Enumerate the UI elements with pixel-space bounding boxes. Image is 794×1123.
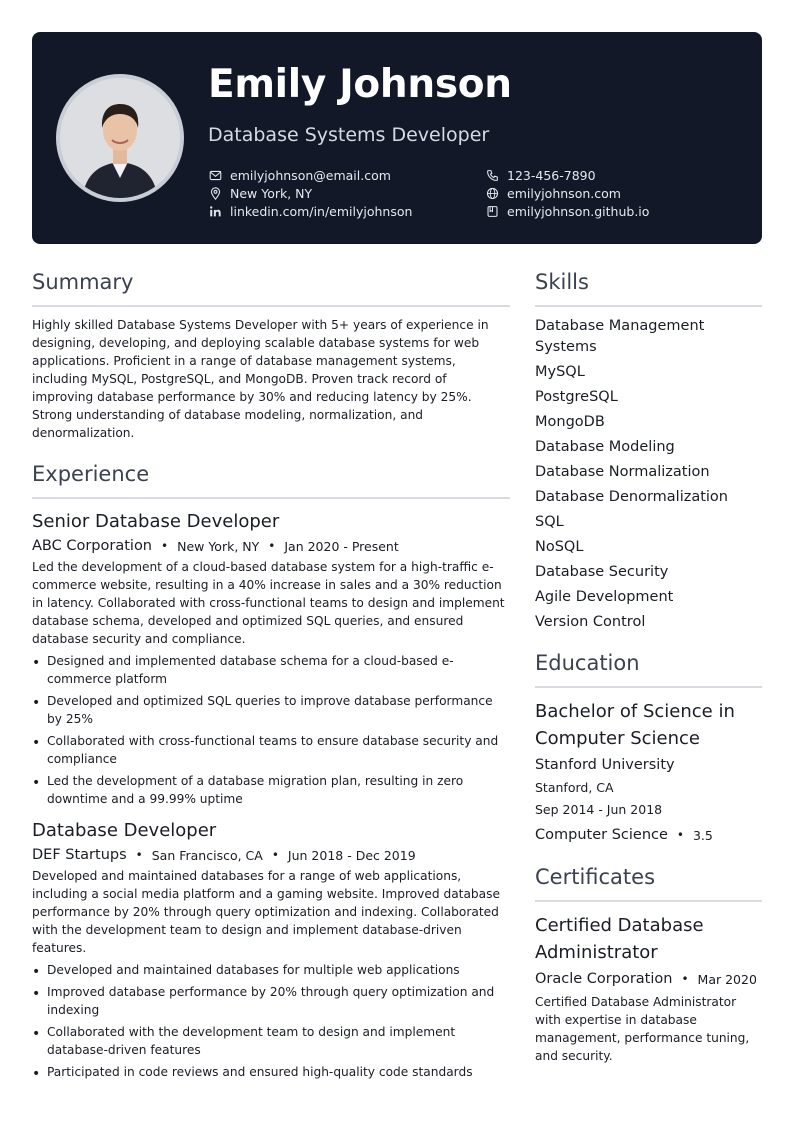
job-meta xyxy=(32,538,510,554)
contact-location xyxy=(208,184,412,202)
contact-website-text: emilyjohnson.com xyxy=(507,185,621,201)
certificate-description: Certified Database Administrator with expertise in database management, performance tuning, and security. xyxy=(535,995,750,1063)
contact-website[interactable] xyxy=(485,184,649,202)
contact-email[interactable] xyxy=(208,166,412,184)
separator-dot: • xyxy=(271,848,279,862)
skill-item: Agile Development xyxy=(535,589,674,605)
list-item: • Developed and maintained databases for multiple web applications xyxy=(32,961,510,979)
summary-section xyxy=(32,270,510,442)
section-divider xyxy=(32,305,510,307)
separator-dot: • xyxy=(135,848,143,862)
profile-photo xyxy=(56,74,184,202)
main-column xyxy=(32,270,510,1085)
candidate-name: Emily Johnson xyxy=(208,62,512,107)
list-item: • Developed and optimized SQL queries to improve database performance by 25% xyxy=(32,692,510,728)
job-description: Developed and maintained databases for a range of web applications, including a social media platform and a gaming website. Improved database performance by 20% through query optimization and indexing. Collaborated with the development team to design and implement database-driven features. xyxy=(32,869,500,955)
separator-dot: • xyxy=(268,539,276,553)
globe-icon xyxy=(485,186,499,200)
certificates-heading: Certificates xyxy=(535,865,656,889)
education-location: Stanford, CA xyxy=(535,780,614,795)
contact-email-text: emilyjohnson@email.com xyxy=(230,167,391,183)
experience-section xyxy=(32,462,510,1081)
certificate-date: Mar 2020 xyxy=(697,971,757,987)
education-dates: Sep 2014 - Jun 2018 xyxy=(535,802,663,817)
education-section xyxy=(535,651,762,843)
person-portrait-icon xyxy=(60,78,180,198)
linkedin-icon xyxy=(208,204,222,218)
skills-list xyxy=(535,316,762,633)
skills-section xyxy=(535,270,762,633)
list-item: • Collaborated with cross-functional teams to ensure database security and compliance xyxy=(32,732,510,768)
phone-icon xyxy=(485,168,499,182)
section-divider xyxy=(32,497,510,499)
separator-dot: • xyxy=(161,539,169,553)
list-item: • Improved database performance by 20% through query optimization and indexing xyxy=(32,983,510,1019)
job-description: Led the development of a cloud-based database system for a high-traffic e-commerce website, resulting in a 40% increase in sales and a 30% reduction in latency. Collaborated with cross-functional teams to design and implement database schema, developed and optimized SQL queries, and ensured database security and compliance. xyxy=(32,560,505,646)
job-bullets xyxy=(32,652,510,808)
job-company: DEF Startups xyxy=(32,847,127,863)
certificate-meta xyxy=(535,971,762,987)
section-divider xyxy=(535,305,762,307)
separator-dot: • xyxy=(676,828,684,842)
education-heading: Education xyxy=(535,651,640,675)
section-divider xyxy=(535,686,762,688)
skill-item: SQL xyxy=(535,514,564,530)
job-title: Senior Database Developer xyxy=(32,511,280,532)
summary-text: Highly skilled Database Systems Developer with 5+ years of experience in designing, developing, and deploying scalable database systems for web applications. Proficient in a range of database management systems, including MySQL, PostgreSQL, and MongoDB. Proven track record of improving database performance by 30% and reducing latency by 25%. Strong understanding of database modeling, normalization, and denormalization. xyxy=(32,318,489,440)
education-field: Computer Science xyxy=(535,827,668,843)
job-title: Database Developer xyxy=(32,820,217,841)
skill-item: Database Security xyxy=(535,564,669,580)
certificates-section xyxy=(535,865,762,1065)
resume-header xyxy=(32,32,762,244)
skills-heading: Skills xyxy=(535,270,589,294)
location-pin-icon xyxy=(208,186,222,200)
skill-item: Database Management Systems xyxy=(535,318,705,355)
contact-github-text: emilyjohnson.github.io xyxy=(507,203,650,219)
education-school: Stanford University xyxy=(535,757,675,773)
list-item: • Participated in code reviews and ensured high-quality code standards xyxy=(32,1063,510,1081)
contact-location-text: New York, NY xyxy=(230,185,313,201)
certificate-title: Certified Database Administrator xyxy=(535,915,704,963)
skill-item: Database Denormalization xyxy=(535,489,728,505)
contact-linkedin-text: linkedin.com/in/emilyjohnson xyxy=(230,203,413,219)
skill-item: MySQL xyxy=(535,364,585,380)
skill-item: Database Normalization xyxy=(535,464,710,480)
contact-phone[interactable] xyxy=(485,166,649,184)
job-location: New York, NY xyxy=(177,538,260,554)
candidate-title: Database Systems Developer xyxy=(208,124,490,146)
section-divider xyxy=(535,900,762,902)
education-meta xyxy=(535,827,762,843)
skill-item: PostgreSQL xyxy=(535,389,618,405)
certificate-issuer: Oracle Corporation xyxy=(535,971,673,987)
contact-list-left xyxy=(208,166,412,220)
contact-github[interactable] xyxy=(485,202,649,220)
skill-item: Database Modeling xyxy=(535,439,675,455)
contact-linkedin[interactable] xyxy=(208,202,412,220)
sidebar-column xyxy=(535,270,762,1065)
job-entry xyxy=(32,820,510,1081)
experience-heading: Experience xyxy=(32,462,150,486)
job-company: ABC Corporation xyxy=(32,538,153,554)
mail-icon xyxy=(208,168,222,182)
job-location: San Francisco, CA xyxy=(151,847,263,863)
skill-item: Version Control xyxy=(535,614,646,630)
job-meta xyxy=(32,847,510,863)
list-item: • Designed and implemented database schema for a cloud-based e-commerce platform xyxy=(32,652,510,688)
list-item: • Led the development of a database migration plan, resulting in zero downtime and a 99.99% uptime xyxy=(32,772,510,808)
skill-item: MongoDB xyxy=(535,414,605,430)
education-degree: Bachelor of Science in Computer Science xyxy=(535,701,735,749)
github-icon xyxy=(485,204,499,218)
education-gpa: 3.5 xyxy=(692,827,713,843)
job-bullets xyxy=(32,961,510,1081)
job-entry xyxy=(32,511,510,808)
job-dates: Jan 2020 - Present xyxy=(284,538,399,554)
skill-item: NoSQL xyxy=(535,539,584,555)
contact-list-right xyxy=(485,166,649,220)
summary-heading: Summary xyxy=(32,270,134,294)
separator-dot: • xyxy=(681,972,689,986)
list-item: • Collaborated with the development team to design and implement database-driven features xyxy=(32,1023,510,1059)
job-dates: Jun 2018 - Dec 2019 xyxy=(287,847,416,863)
contact-phone-text: 123-456-7890 xyxy=(507,167,596,183)
